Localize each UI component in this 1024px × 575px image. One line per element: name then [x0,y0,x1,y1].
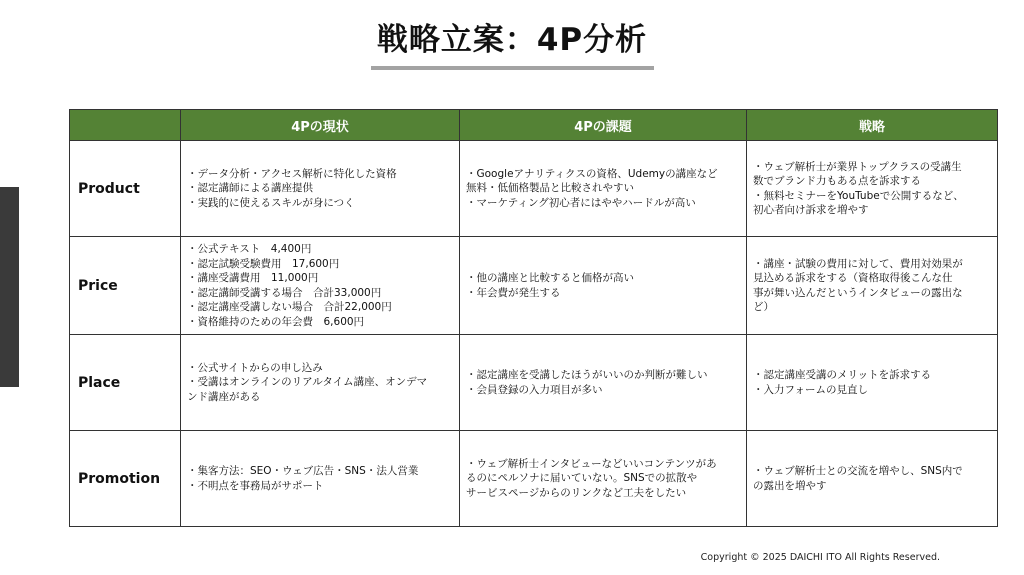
copyright-footer: Copyright © 2025 DAICHI ITO All Rights Reserved. [700,552,940,563]
table-row [70,237,998,335]
cell-line: 事が舞い込んだというインタビューの露出な [753,286,963,299]
cell-strategy [747,431,998,527]
side-accent-bar [0,187,19,387]
four-p-table [69,109,998,527]
cell-current [181,335,460,431]
cell-strategy [747,237,998,335]
header-corner [70,110,181,141]
cell-current [181,237,460,335]
cell-line: ・集客方法：SEO・ウェブ広告・SNS・法人営業 [187,465,419,477]
cell-line: ・不明点を事務局がサポート [187,479,324,492]
cell-current [181,141,460,237]
cell-line: ・年会費が発生する [466,286,561,299]
cell-line: ・無料セミナーをYouTubeで公開するなど、 [753,189,964,202]
cell-issues [460,335,747,431]
row-label-place: Place [70,335,181,431]
cell-line: ・資格維持のための年会費 6,600円 [187,315,365,328]
cell-strategy [747,141,998,237]
cell-current [181,431,460,527]
cell-line: ・講座受講費用 11,000円 [187,272,319,284]
cell-line: 無料・低価格製品と比較されやすい [466,182,634,195]
row-label-price: Price [70,237,181,335]
cell-line: 初心者向け訴求を増やす [753,204,869,216]
header-strategy: 戦略 [747,110,998,141]
cell-line: ・認定講師による講座提供 [187,182,313,195]
cell-issues [460,431,747,527]
cell-line: ・認定試験受験費用 17,600円 [187,257,340,270]
table-row [70,141,998,237]
row-label-product: Product [70,141,181,237]
cell-line: るのにペルソナに届いていない。SNSでの拡散や [466,472,698,485]
cell-line: 数でブランド力もある点を訴求する [753,175,921,187]
cell-line: ・認定講座受講のメリットを訴求する [753,369,932,381]
cell-line: ・受講はオンラインのリアルタイム講座、オンデマ [187,376,428,389]
cell-line: 見込める訴求をする（資格取得後こんな仕 [753,272,953,284]
cell-line: ・認定講座受講しない場合 合計22,000円 [187,301,392,313]
cell-issues [460,237,747,335]
cell-line: ・Googleアナリティクスの資格、Udemyの講座など [466,167,718,180]
cell-line: ・入力フォームの見直し [753,383,868,396]
header-current: 4Pの現状 [181,110,460,141]
cell-line: ・ウェブ解析士が業界トップクラスの受講生 [753,160,962,173]
cell-line: ・公式サイトからの申し込み [187,361,323,374]
cell-line: ・ウェブ解析士インタビューなどいいコンテンツがあ [466,457,717,470]
cell-line: サービスページからのリンクなど工夫をしたい [466,486,687,499]
cell-line: ・ウェブ解析士との交流を増やし、SNS内で [753,465,963,477]
cell-line: ンド講座がある [187,390,261,403]
table-header-row [70,110,998,141]
page-title: 戦略立案：4P分析 [376,22,648,58]
cell-line: ・他の講座と比較すると価格が高い [466,272,634,284]
cell-line: ・認定講座を受講したほうがいいのか判断が難しい [466,369,708,381]
cell-line: ・実践的に使えるスキルが身につく [187,196,355,209]
cell-line: の露出を増やす [753,479,827,492]
header-issues: 4Pの課題 [460,110,747,141]
table-row [70,431,998,527]
cell-line: ・マーケティング初心者にはややハードルが高い [466,196,696,209]
cell-line: ・講座・試験の費用に対して、費用対効果が [753,257,963,270]
cell-line: ・認定講師受講する場合 合計33,000円 [187,286,382,299]
cell-line: ・公式テキスト 4,400円 [187,243,312,255]
cell-line: ・データ分析・アクセス解析に特化した資格 [187,167,397,180]
cell-issues [460,141,747,237]
cell-strategy [747,335,998,431]
table-row [70,335,998,431]
row-label-promotion: Promotion [70,431,181,527]
cell-line: ・会員登録の入力項目が多い [466,383,603,396]
title-underline [371,66,654,70]
cell-line: ど） [753,301,774,313]
